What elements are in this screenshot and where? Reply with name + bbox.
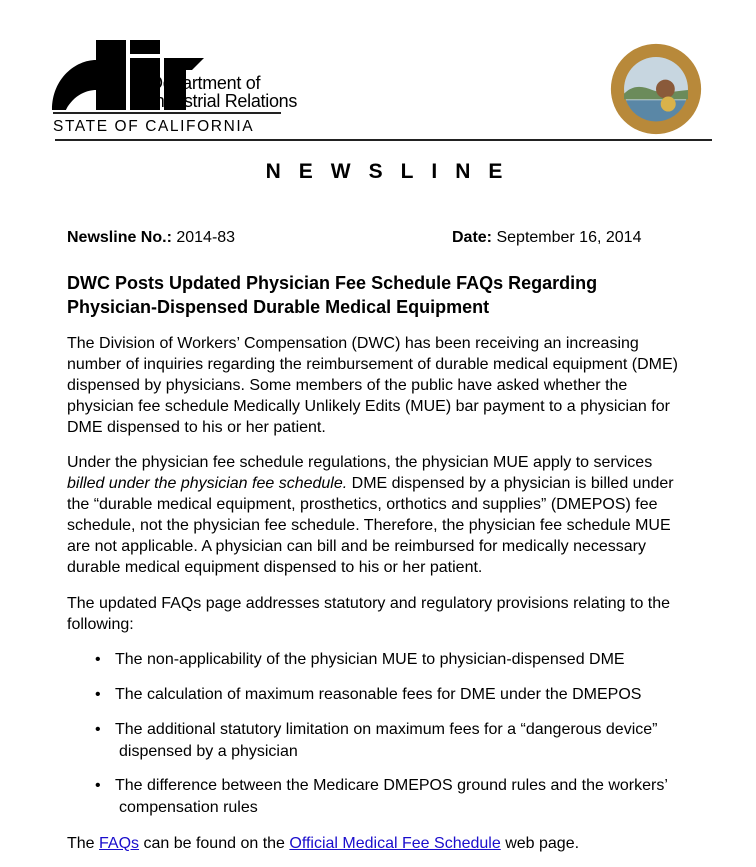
bullet-text: The difference between the Medicare DMEPOS ground rules and the workers’ <box>115 777 668 794</box>
bullet-text: The additional statutory limitation on maximum fees for a “dangerous device” <box>115 721 658 738</box>
paragraph-2 <box>67 452 687 578</box>
list-item: • The calculation of maximum reasonable fees for DME under the DMEPOS <box>95 684 685 706</box>
closing-text-b: can be found on the <box>139 835 290 852</box>
p2-text-b: DME dispensed by a physician is billed under the “durable medical equipment, prosthetics, orthotics and supplies” (DMEPOS) fee schedule, not the physician fee schedule. Therefore, the physician fee schedule MUE are not applicable. A physician can bill and be reimbursed for medically necessary durable medical equipment dispensed to his or her patient. <box>67 475 674 576</box>
dept-line1: Department of <box>150 73 261 93</box>
paragraph-3: The updated FAQs page addresses statutory and regulatory provisions relating to the following: <box>67 595 671 633</box>
p2-emphasis: billed under the physician fee schedule. <box>67 475 348 492</box>
logo-divider <box>53 112 281 114</box>
list-item: • The additional statutory limitation on maximum fees for a “dangerous device” dispensed by a physician <box>95 719 685 763</box>
paragraph-1: The Division of Workers’ Compensation (DWC) has been receiving an increasing number of inquiries regarding the reimbursement of durable medical equipment (DME) dispensed by physicians. Some members of the public have asked whether the physician fee schedule Medically Unlikely Edits (MUE) bar payment to a physician for DME dispensed to his or her patient. <box>67 335 678 436</box>
list-item: • The difference between the Medicare DMEPOS ground rules and the workers’ compensation rules <box>95 775 685 819</box>
bullet-text: The calculation of maximum reasonable fees for DME under the DMEPOS <box>115 686 642 703</box>
bullet-text: The non-applicability of the physician MUE to physician-dispensed DME <box>115 651 625 668</box>
newsline-number <box>67 229 235 247</box>
article-title: DWC Posts Updated Physician Fee Schedule FAQs Regarding Physician-Dispensed Durable Medical Equipment <box>67 273 598 317</box>
newsline-no-value: 2014-83 <box>176 229 236 246</box>
newsline-date <box>452 229 641 247</box>
bullet-text-cont: compensation rules <box>119 799 258 816</box>
date-value: September 16, 2014 <box>496 229 642 246</box>
california-seal-icon <box>606 42 706 136</box>
faqs-link[interactable]: FAQs <box>99 835 140 852</box>
date-label: Date: <box>452 229 493 246</box>
dept-line2: Industrial Relations <box>150 91 298 111</box>
state-label: STATE OF CALIFORNIA <box>53 118 255 135</box>
department-name <box>150 74 297 110</box>
closing-paragraph <box>67 833 687 854</box>
bullet-text-cont: dispensed by a physician <box>119 743 298 760</box>
list-item: • The non-applicability of the physician MUE to physician-dispensed DME <box>95 649 685 671</box>
p2-text-a: Under the physician fee schedule regulations, the physician MUE apply to services <box>67 454 653 471</box>
official-medical-fee-schedule-link[interactable]: Official Medical Fee Schedule <box>289 835 501 852</box>
closing-text-a: The <box>67 835 100 852</box>
header-divider <box>55 139 712 141</box>
newsline-no-label: Newsline No.: <box>67 229 172 246</box>
newsline-heading: NEWSLINE <box>265 160 521 183</box>
closing-text-c: web page. <box>500 835 580 852</box>
